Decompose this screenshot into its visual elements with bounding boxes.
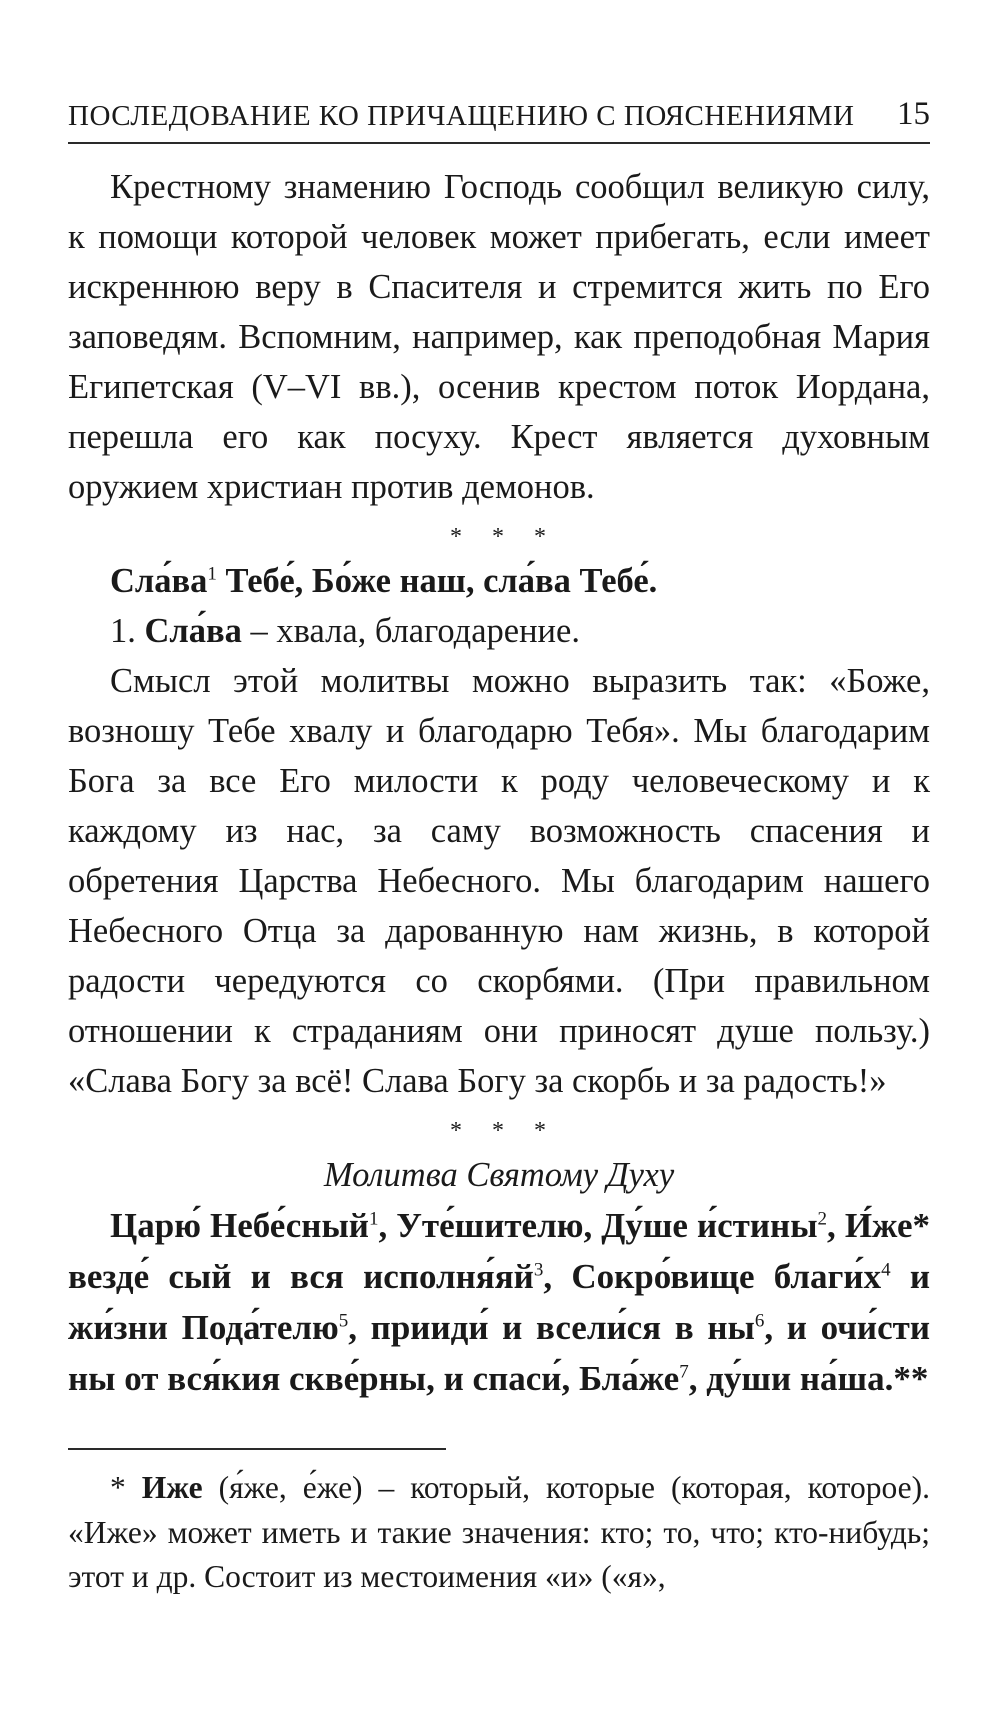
prayer-segment: Царю́ Небе́сный	[110, 1206, 369, 1245]
footnote-marker: 6	[754, 1310, 765, 1332]
footnote-mark: *	[110, 1470, 142, 1505]
prayer-segment: , прииди́ и всели́ся в ны	[348, 1308, 755, 1347]
section-separator: * * *	[450, 524, 558, 550]
footnote	[68, 1466, 930, 1600]
footnote-text: (я́же, е́же) – который, которые (которая, которое). «Иже» может иметь и такие значения: кто; то, что; кто-нибудь; этот и др. Состоит из местоимения «и» («я»,	[68, 1470, 931, 1594]
intro-paragraph: Крестному знамению Господь сообщил великую силу, к помощи которой человек может прибегать, если имеет искреннюю веру в Спасителя и стремится жить по Его заповедям. Вспомним, например, как преподобная Мария Египетская (V–VI вв.), осенив крестом поток Иордана, перешла его как посуху. Крест является духовным оружием христиан против демонов.	[68, 168, 930, 506]
page-number: 15	[897, 96, 930, 132]
glory-note-definition: – хвала, благодарение.	[241, 612, 580, 650]
footnote-divider	[68, 1448, 446, 1450]
prayer-subtitle: Молитва Святому Духу	[323, 1156, 675, 1194]
footnote-marker: 1	[207, 563, 217, 585]
prayer-segment: , И́же* везде́ сый и вся исполня́яй	[68, 1206, 931, 1296]
footnote-term: Иже	[141, 1470, 203, 1505]
book-page	[68, 92, 930, 1600]
glory-prayer-rest: Тебе́, Бо́же наш, сла́ва Тебе́.	[216, 562, 658, 600]
footnote-marker: 7	[679, 1361, 689, 1383]
section-separator: * * *	[450, 1118, 558, 1144]
footnote-marker: 1	[368, 1208, 379, 1230]
glory-note-number: 1.	[110, 612, 136, 650]
holy-spirit-prayer	[68, 1200, 930, 1404]
prayer-segment: , и очи́сти ны от вся́кия скве́рны, и спаси́, Бла́же	[68, 1308, 930, 1398]
footnote-marker: 2	[817, 1208, 828, 1230]
prayer-segment: и жи́зни Пода́телю	[68, 1257, 930, 1347]
page-header	[68, 92, 930, 144]
glory-note	[68, 606, 930, 656]
glory-prayer	[68, 556, 930, 606]
running-title: ПОСЛЕДОВАНИЕ КО ПРИЧАЩЕНИЮ С ПОЯСНЕНИЯМИ	[68, 100, 855, 132]
prayer-segment: , Уте́шителю, Ду́ше и́стины	[378, 1206, 818, 1245]
glory-prayer-word: Сла́ва	[110, 562, 208, 600]
footnote-marker: 5	[338, 1310, 349, 1332]
glory-note-term: Сла́ва	[144, 612, 242, 650]
prayer-segment: , Сокро́вище благи́х	[543, 1257, 882, 1296]
footnote-marker: 4	[881, 1259, 891, 1281]
prayer-segment: , ду́ши на́ша.**	[688, 1359, 929, 1398]
footnote-marker: 3	[533, 1259, 544, 1281]
glory-paragraph: Смысл этой молитвы можно выразить так: «Боже, возношу Тебе хвалу и благодарю Тебя». Мы благодарим Бога за все Его милости к роду человеческому и к каждому из нас, за саму возможность спасения и обретения Царства Небесного. Мы благодарим нашего Небесного Отца за дарованную нам жизнь, в которой радости чередуются со скорбями. (При правильном отношении к страданиям они приносят душе пользу.) «Слава Богу за всё! Слава Богу за скорбь и за радость!»	[68, 662, 930, 1100]
